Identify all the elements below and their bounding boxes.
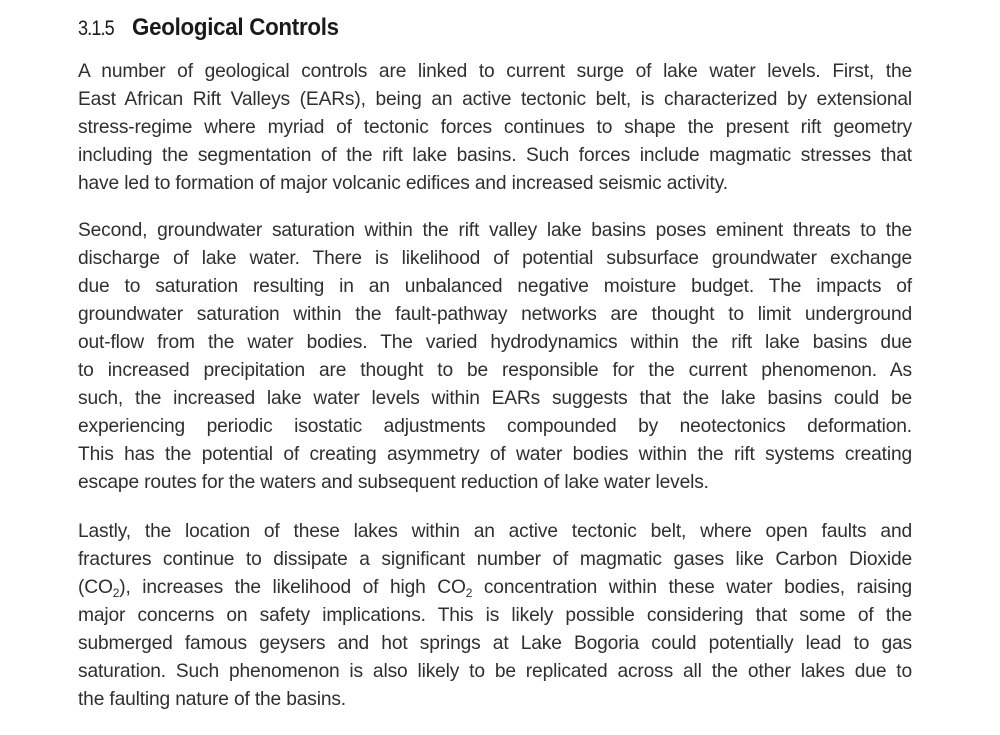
text-line: groundwater saturation within the fault-pathway networks are thought to limit underground (78, 304, 912, 325)
subscript-2: 2 (465, 586, 473, 600)
text-line: to increased precipitation are thought to be responsible for the current phenomenon. As (78, 360, 912, 381)
text-line: experiencing periodic isostatic adjustments compounded by neotectonics deformation. (78, 416, 912, 437)
text-line: This has the potential of creating asymmetry of water bodies within the rift systems creating (78, 444, 912, 465)
text-line: A number of geological controls are linked to current surge of lake water levels. First, the (78, 61, 912, 82)
text-line: Second, groundwater saturation within the rift valley lake basins poses eminent threats to the (78, 220, 912, 241)
section-heading (78, 14, 354, 48)
text-line: submerged famous geysers and hot springs at Lake Bogoria could potentially lead to gas (78, 633, 912, 654)
text-line: Lastly, the location of these lakes within an active tectonic belt, where open faults and (78, 521, 912, 542)
section-number: 3.1.5 (78, 17, 114, 40)
subscript-2: 2 (112, 586, 120, 600)
text-line: fractures continue to dissipate a significant number of magmatic gases like Carbon Dioxide (78, 549, 912, 570)
text-line: due to saturation resulting in an unbalanced negative moisture budget. The impacts of (78, 276, 912, 297)
text-line: escape routes for the waters and subsequent reduction of lake water levels. (78, 472, 709, 493)
paragraph-first-control (78, 58, 912, 198)
text-line: major concerns on safety implications. This is likely possible considering that some of the (78, 605, 912, 626)
text-line: the faulting nature of the basins. (78, 689, 346, 710)
text-line-co2: $(CO_2)$, increases the likelihood of high $CO_2$ concentration within these water bodies, raising (78, 577, 912, 600)
paragraph-second-control (78, 217, 912, 497)
section-title: Geological Controls (132, 14, 339, 41)
text-line: stress-regime where myriad of tectonic forces continues to shape the present rift geometry (78, 117, 912, 138)
text-line: out-flow from the water bodies. The varied hydrodynamics within the rift lake basins due (78, 332, 912, 353)
text-line: East African Rift Valleys (EARs), being an active tectonic belt, is characterized by extensional (78, 89, 912, 110)
paragraph-third-control (78, 518, 912, 714)
text-line: have led to formation of major volcanic edifices and increased seismic activity. (78, 173, 728, 194)
text-line: discharge of lake water. There is likelihood of potential subsurface groundwater exchange (78, 248, 912, 269)
text-line: such, the increased lake water levels within EARs suggests that the lake basins could be (78, 388, 912, 409)
text-line: saturation. Such phenomenon is also likely to be replicated across all the other lakes due to (78, 661, 912, 682)
text-line: including the segmentation of the rift lake basins. Such forces include magmatic stresses that (78, 145, 912, 166)
